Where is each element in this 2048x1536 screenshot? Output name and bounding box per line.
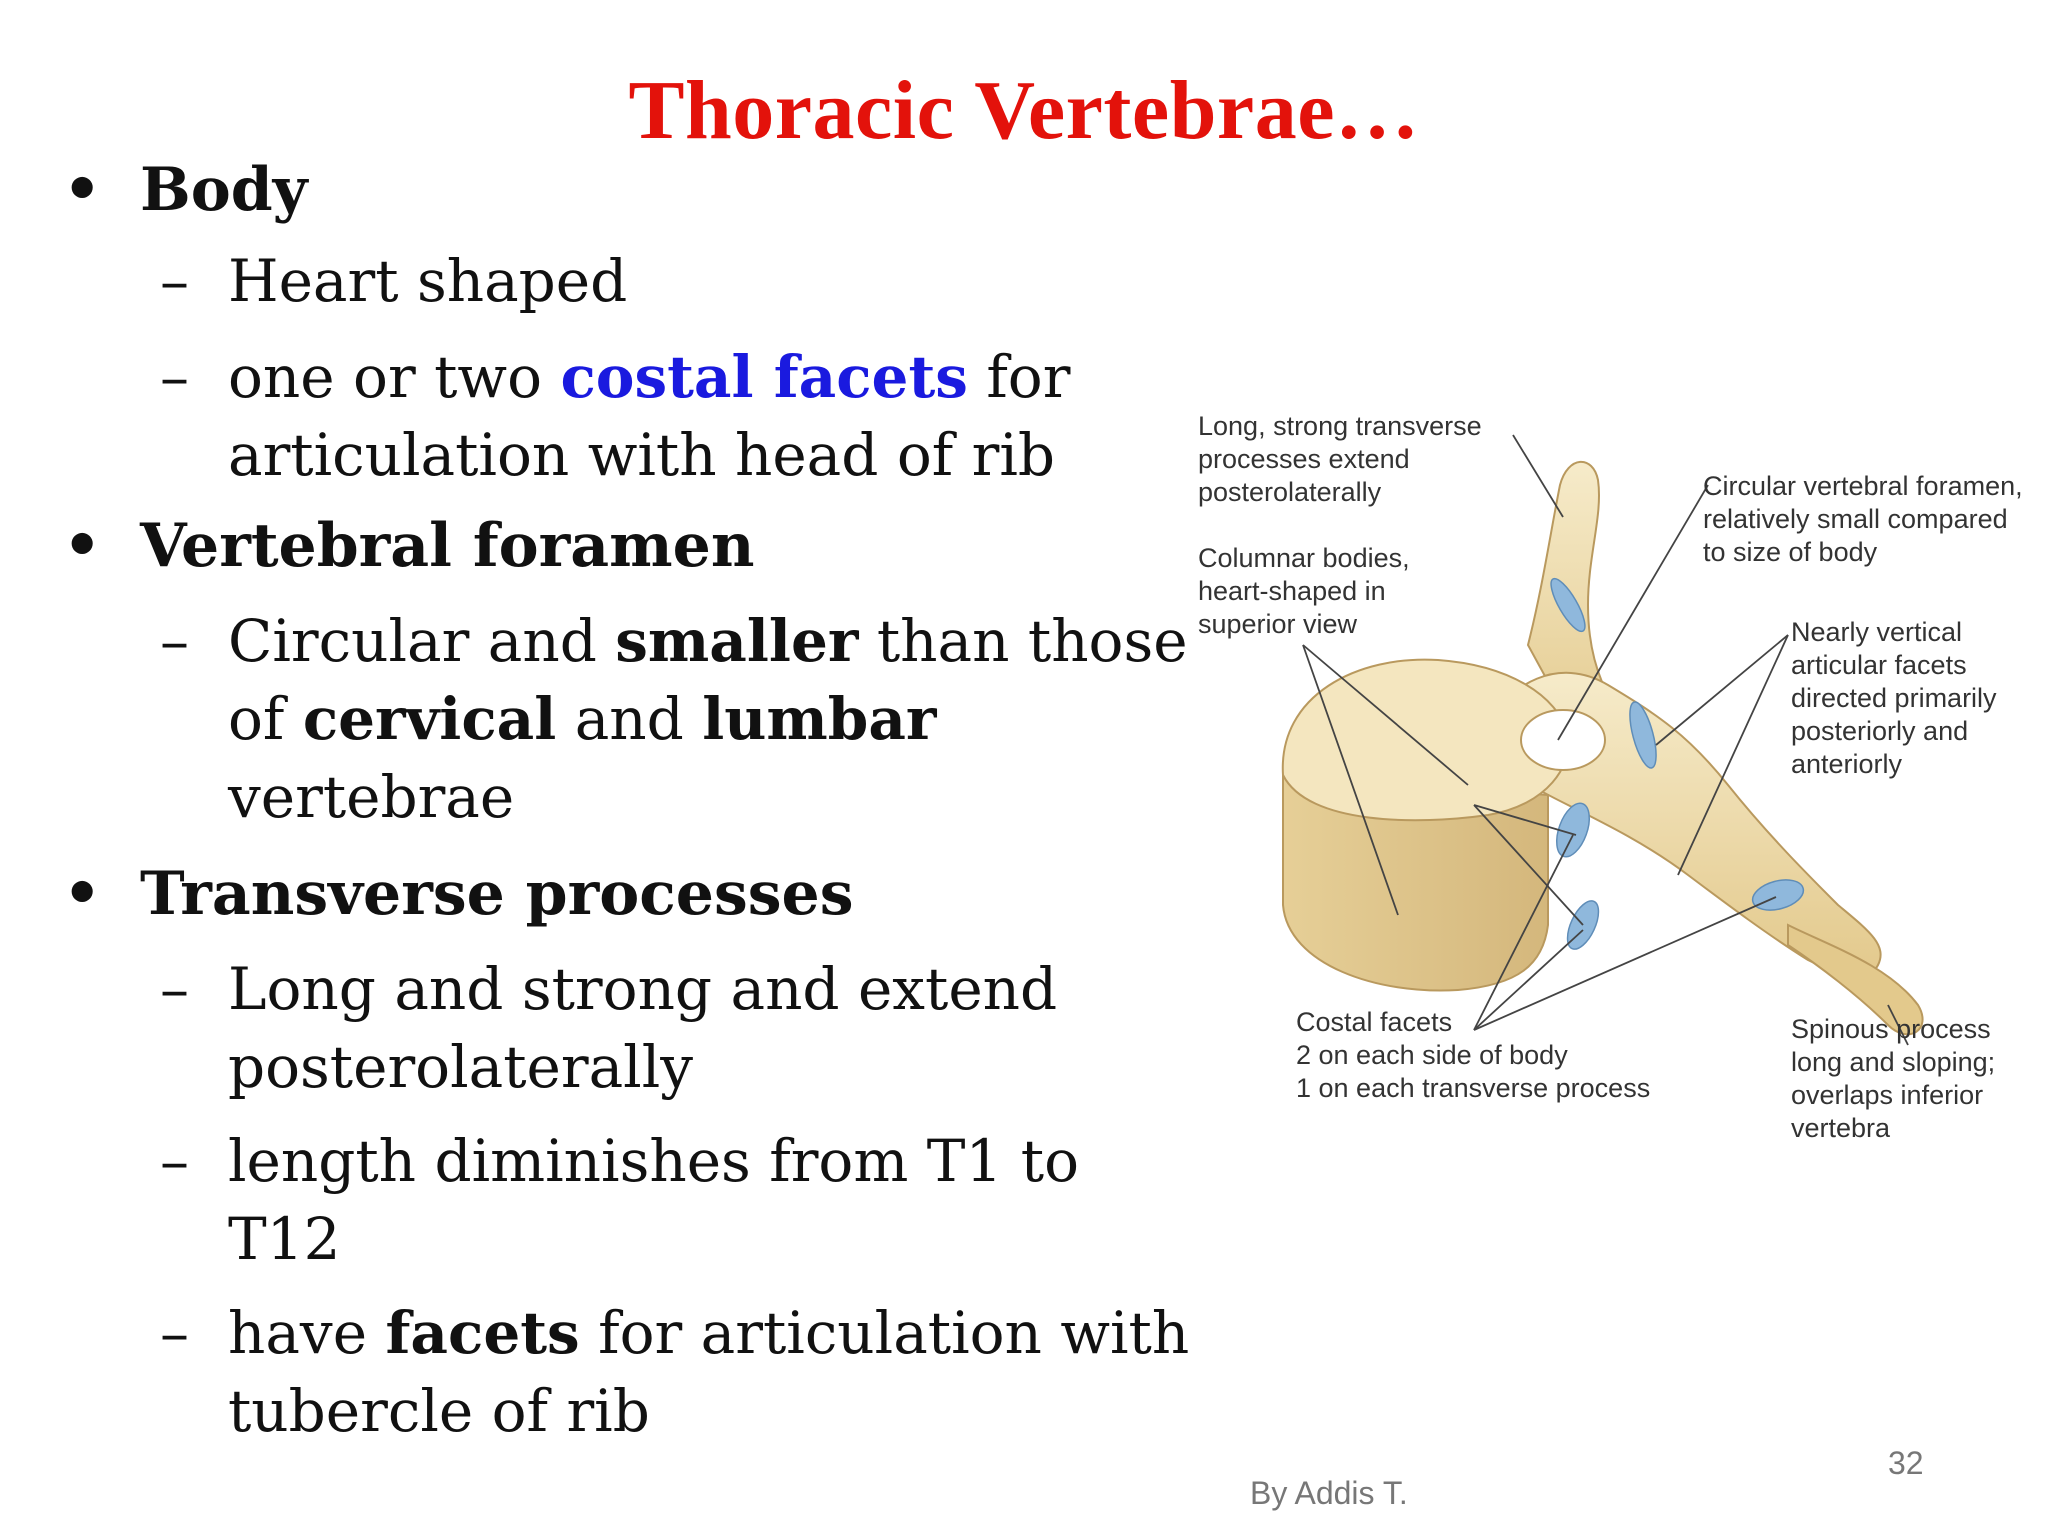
- sub-text: of: [228, 685, 303, 753]
- label-spinous: Spinous process long and sloping; overlaps inferior vertebra: [1791, 1014, 1996, 1143]
- bullet-marker: •: [63, 511, 102, 581]
- sub-bullet: [55, 338, 1195, 494]
- page-number: 32: [1888, 1445, 1924, 1481]
- dash-marker: –: [160, 247, 189, 315]
- bullet-foramen: [55, 506, 1195, 586]
- sub-text: vertebrae: [228, 763, 515, 831]
- bullet-marker: •: [63, 155, 102, 225]
- author-footer: By Addis T.: [1250, 1475, 1408, 1511]
- sub-bullet: [55, 242, 1195, 320]
- sub-text: Long and strong and extend: [228, 955, 1058, 1023]
- sub-text: posterolaterally: [228, 1033, 694, 1101]
- label-foramen: Circular vertebral foramen, relatively small compared to size of body: [1703, 471, 2023, 567]
- label-bodies: Columnar bodies, heart-shaped in superior view: [1198, 543, 1410, 639]
- sub-text: for articulation with: [579, 1299, 1190, 1367]
- label-articular: Nearly vertical articular facets directed primarily posteriorly and anteriorly: [1791, 617, 1997, 779]
- sub-text: for: [967, 343, 1071, 411]
- dash-marker: –: [160, 955, 189, 1023]
- bold-text: lumbar: [702, 685, 937, 753]
- sub-text: T12: [228, 1205, 341, 1273]
- sub-text: than those: [858, 607, 1188, 675]
- highlight-text: costal facets: [560, 343, 968, 411]
- bold-text: facets: [385, 1299, 580, 1367]
- sub-text: have: [228, 1299, 386, 1367]
- vertebral-foramen: [1521, 710, 1605, 770]
- dash-marker: –: [160, 1299, 189, 1367]
- vertebra-diagram: [1188, 405, 2048, 1145]
- dash-marker: –: [160, 1127, 189, 1195]
- bullet-heading: Vertebral foramen: [140, 511, 755, 581]
- sub-text: and: [556, 685, 703, 753]
- bullet-transverse: [55, 854, 1195, 934]
- bullet-heading: Body: [140, 155, 308, 225]
- vertebra-figure: [1188, 405, 2048, 1145]
- label-costal: Costal facets 2 on each side of body 1 on each transverse process: [1296, 1007, 1651, 1103]
- dash-marker: –: [160, 343, 189, 411]
- sub-text: articulation with head of rib: [228, 421, 1056, 489]
- sub-text: Heart shaped: [228, 247, 628, 315]
- dash-marker: –: [160, 607, 189, 675]
- sub-bullet: [55, 1294, 1195, 1450]
- sub-text: tubercle of rib: [228, 1377, 650, 1445]
- bullet-body: [55, 150, 1195, 230]
- sub-text: Circular and: [228, 607, 616, 675]
- bullet-heading: Transverse processes: [140, 859, 854, 929]
- bullet-marker: •: [63, 859, 102, 929]
- bold-text: smaller: [615, 607, 859, 675]
- bullet-content: [55, 150, 1195, 1450]
- sub-bullet: [55, 602, 1195, 836]
- slide-title: Thoracic Vertebrae…: [628, 64, 1420, 157]
- label-transverse: Long, strong transverse processes extend posterolaterally: [1198, 411, 1482, 507]
- bold-text: cervical: [302, 685, 557, 753]
- sub-text: length diminishes from T1 to: [228, 1127, 1080, 1195]
- sub-bullet: [55, 1122, 1195, 1278]
- sub-text: one or two: [228, 343, 561, 411]
- sub-bullet: [55, 950, 1195, 1106]
